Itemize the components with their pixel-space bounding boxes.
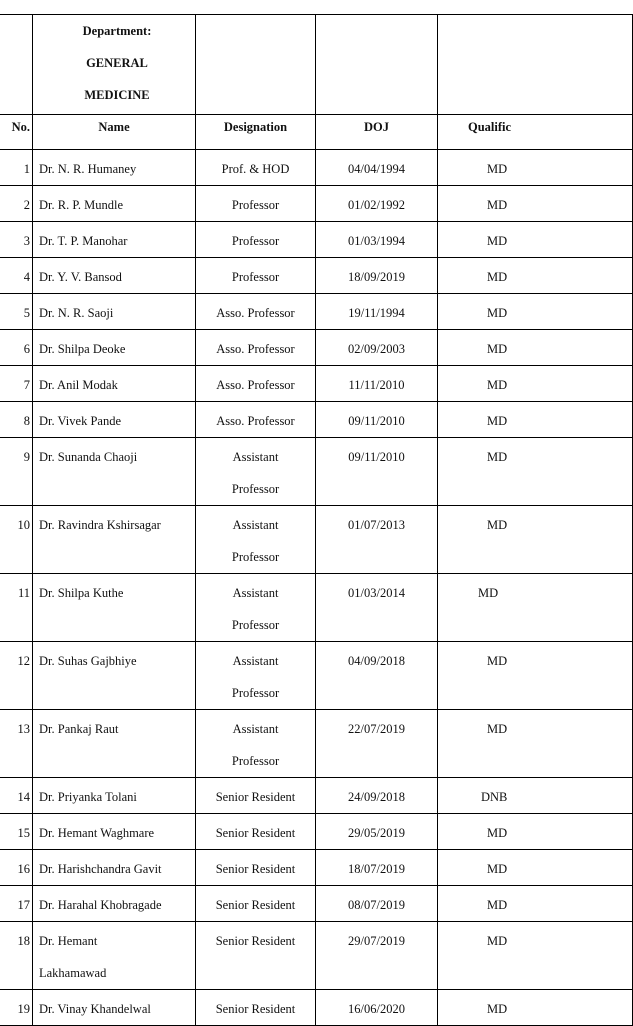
row-sno: 19	[0, 990, 33, 1026]
table-row	[0, 850, 633, 886]
row-doj: 01/03/1994	[316, 222, 438, 258]
row-sno: 16	[0, 850, 33, 886]
row-name: Dr. Anil Modak	[33, 366, 196, 402]
row-doj: 01/07/2013	[316, 506, 438, 574]
table-row	[0, 506, 633, 574]
row-name: Dr. Hemant Waghmare	[33, 814, 196, 850]
row-qualification: DNB	[438, 778, 633, 814]
row-sno: 7	[0, 366, 33, 402]
row-designation: Senior Resident	[196, 922, 316, 990]
header-doj: DOJ	[316, 115, 438, 150]
row-doj: 04/09/2018	[316, 642, 438, 710]
table-row	[0, 258, 633, 294]
table-row	[0, 366, 633, 402]
row-designation: Prof. & HOD	[196, 150, 316, 186]
table-row	[0, 990, 633, 1026]
table-row	[0, 778, 633, 814]
row-name: Dr. N. R. Humaney	[33, 150, 196, 186]
row-qualification: MD	[438, 990, 633, 1026]
row-doj: 29/05/2019	[316, 814, 438, 850]
row-doj: 19/11/1994	[316, 294, 438, 330]
row-qualification: MD	[438, 366, 633, 402]
row-sno: 4	[0, 258, 33, 294]
dept-blank-cell	[316, 15, 438, 115]
row-qualification: MD	[438, 150, 633, 186]
row-qualification: MD	[438, 222, 633, 258]
row-sno: 14	[0, 778, 33, 814]
row-sno: 18	[0, 922, 33, 990]
faculty-table	[0, 14, 633, 1026]
table-row	[0, 330, 633, 366]
row-doj: 11/11/2010	[316, 366, 438, 402]
row-doj: 04/04/1994	[316, 150, 438, 186]
table-row	[0, 574, 633, 642]
row-doj: 08/07/2019	[316, 886, 438, 922]
row-designation: Assistant Professor	[196, 642, 316, 710]
row-designation: Assistant Professor	[196, 574, 316, 642]
table-row	[0, 438, 633, 506]
row-qualification: MD	[438, 814, 633, 850]
table-row	[0, 186, 633, 222]
row-name: Dr. Hemant Lakhamawad	[33, 922, 196, 990]
row-qualification: MD	[438, 258, 633, 294]
header-designation: Designation	[196, 115, 316, 150]
table-row	[0, 150, 633, 186]
row-designation: Assistant Professor	[196, 438, 316, 506]
row-sno: 5	[0, 294, 33, 330]
row-sno: 6	[0, 330, 33, 366]
row-designation: Professor	[196, 222, 316, 258]
department-name-line1: GENERAL	[86, 56, 148, 70]
department-row	[0, 15, 633, 115]
row-designation: Asso. Professor	[196, 402, 316, 438]
row-designation: Asso. Professor	[196, 294, 316, 330]
row-designation: Asso. Professor	[196, 330, 316, 366]
department-label: Department:	[82, 24, 152, 38]
row-sno: 12	[0, 642, 33, 710]
row-name: Dr. Y. V. Bansod	[33, 258, 196, 294]
dept-blank-cell	[196, 15, 316, 115]
row-doj: 02/09/2003	[316, 330, 438, 366]
table-row	[0, 710, 633, 778]
header-row	[0, 115, 633, 150]
department-cell	[33, 15, 196, 115]
row-designation: Senior Resident	[196, 850, 316, 886]
row-qualification: MD	[438, 922, 633, 990]
row-qualification: MD	[438, 506, 633, 574]
row-name: Dr. R. P. Mundle	[33, 186, 196, 222]
row-doj: 18/09/2019	[316, 258, 438, 294]
row-qualification: MD	[438, 294, 633, 330]
row-doj: 18/07/2019	[316, 850, 438, 886]
row-doj: 09/11/2010	[316, 402, 438, 438]
row-name: Dr. Harahal Khobragade	[33, 886, 196, 922]
row-name: Dr. Ravindra Kshirsagar	[33, 506, 196, 574]
row-name: Dr. Vivek Pande	[33, 402, 196, 438]
header-qualification: Qualific	[438, 115, 633, 150]
row-designation: Senior Resident	[196, 814, 316, 850]
row-sno: 1	[0, 150, 33, 186]
row-sno: 8	[0, 402, 33, 438]
row-name: Dr. Shilpa Kuthe	[33, 574, 196, 642]
row-qualification: MD	[438, 642, 633, 710]
row-designation: Professor	[196, 258, 316, 294]
row-name: Dr. Vinay Khandelwal	[33, 990, 196, 1026]
row-sno: 13	[0, 710, 33, 778]
table-row	[0, 814, 633, 850]
row-name: Dr. Shilpa Deoke	[33, 330, 196, 366]
dept-blank-cell	[0, 15, 33, 115]
row-designation: Senior Resident	[196, 990, 316, 1026]
row-sno: 15	[0, 814, 33, 850]
header-sno: No.	[0, 115, 33, 150]
row-qualification: MD	[438, 710, 633, 778]
row-designation: Assistant Professor	[196, 710, 316, 778]
row-qualification: MD	[438, 402, 633, 438]
table-row	[0, 402, 633, 438]
row-doj: 09/11/2010	[316, 438, 438, 506]
row-name: Dr. T. P. Manohar	[33, 222, 196, 258]
table-row	[0, 886, 633, 922]
table-row	[0, 642, 633, 710]
row-sno: 3	[0, 222, 33, 258]
header-name: Name	[33, 115, 196, 150]
row-qualification: MD	[438, 330, 633, 366]
row-sno: 11	[0, 574, 33, 642]
row-qualification: MD	[438, 886, 633, 922]
row-qualification: MD	[438, 438, 633, 506]
row-qualification: MD	[438, 574, 633, 642]
row-sno: 17	[0, 886, 33, 922]
table-row	[0, 222, 633, 258]
row-name: Dr. Sunanda Chaoji	[33, 438, 196, 506]
row-name: Dr. Harishchandra Gavit	[33, 850, 196, 886]
row-designation: Senior Resident	[196, 886, 316, 922]
department-name-line2: MEDICINE	[84, 88, 150, 102]
row-doj: 01/02/1992	[316, 186, 438, 222]
row-doj: 22/07/2019	[316, 710, 438, 778]
row-designation: Assistant Professor	[196, 506, 316, 574]
row-doj: 24/09/2018	[316, 778, 438, 814]
row-sno: 10	[0, 506, 33, 574]
row-doj: 16/06/2020	[316, 990, 438, 1026]
row-name: Dr. Priyanka Tolani	[33, 778, 196, 814]
row-name: Dr. N. R. Saoji	[33, 294, 196, 330]
row-doj: 29/07/2019	[316, 922, 438, 990]
dept-blank-cell	[438, 15, 633, 115]
table-row	[0, 294, 633, 330]
row-sno: 9	[0, 438, 33, 506]
row-designation: Asso. Professor	[196, 366, 316, 402]
row-name: Dr. Pankaj Raut	[33, 710, 196, 778]
row-designation: Professor	[196, 186, 316, 222]
row-designation: Senior Resident	[196, 778, 316, 814]
row-doj: 01/03/2014	[316, 574, 438, 642]
row-qualification: MD	[438, 186, 633, 222]
row-name: Dr. Suhas Gajbhiye	[33, 642, 196, 710]
row-sno: 2	[0, 186, 33, 222]
table-row	[0, 922, 633, 990]
row-qualification: MD	[438, 850, 633, 886]
